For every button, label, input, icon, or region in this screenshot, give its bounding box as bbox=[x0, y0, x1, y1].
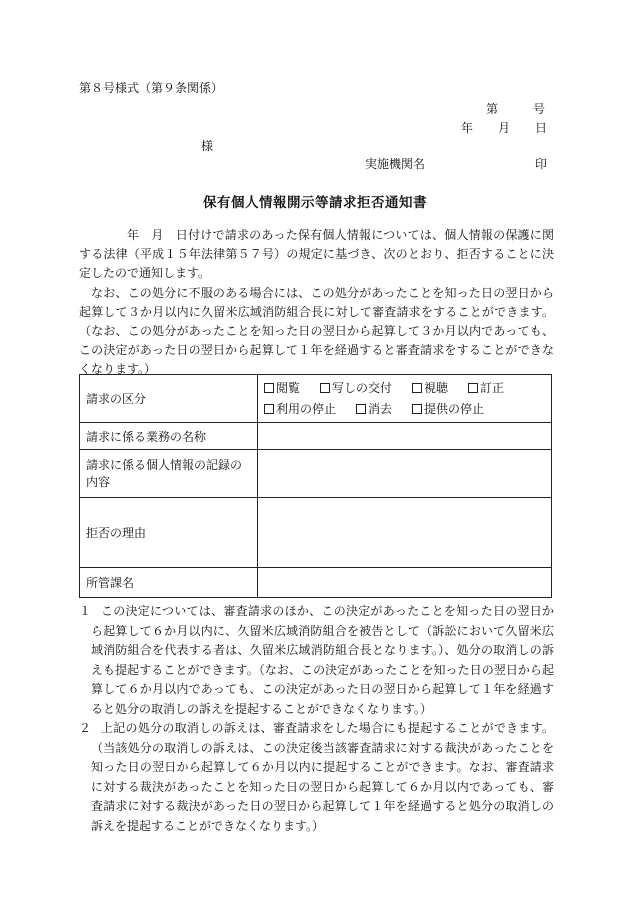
option-label: 閲覧 bbox=[276, 380, 301, 395]
note-2 bbox=[79, 719, 554, 836]
record-content-label: 請求に係る個人情報の記録の内容 bbox=[80, 450, 258, 498]
request-table bbox=[79, 374, 552, 598]
request-type-label: 請求の区分 bbox=[80, 375, 258, 423]
option-suspension[interactable] bbox=[264, 399, 336, 420]
option-label: 訂正 bbox=[480, 380, 505, 395]
department-value[interactable] bbox=[258, 568, 552, 598]
form-id: 第８号様式（第９条関係） bbox=[79, 81, 224, 95]
row-refusal-reason bbox=[80, 498, 552, 568]
number-suffix: 号 bbox=[533, 102, 546, 116]
document-title: 保有個人情報開示等請求拒否通知書 bbox=[203, 195, 427, 211]
option-erasure[interactable] bbox=[356, 399, 392, 420]
issuer-label: 実施機関名 bbox=[365, 157, 426, 171]
row-department bbox=[80, 568, 552, 598]
addressee-honorific: 様 bbox=[201, 139, 214, 153]
note-text: この決定については、審査請求のほか、この決定があったことを知った日の翌日から起算して６か月以内に、久留米広域消防組合を被告として（訴訟において久留米広域消防組合を代表する者は、久留米広域消防組合長となります。）、処分の取消しの訴えも提起することができます。（なお、この決定があったことを知った日の翌日から起算して６か月以内であっても、この決定があった日の翌日から起算して１年を経過すると処分の取消しの訴えを提起することができなくなります。） bbox=[91, 604, 554, 716]
note-1 bbox=[79, 602, 554, 719]
date-day: 日 bbox=[535, 121, 548, 135]
date-year: 年 bbox=[461, 121, 474, 135]
option-etsuran[interactable] bbox=[264, 378, 300, 399]
option-correction[interactable] bbox=[468, 378, 504, 399]
checkbox-icon bbox=[320, 383, 330, 393]
checkbox-icon bbox=[412, 404, 422, 414]
department-label: 所管課名 bbox=[80, 568, 258, 598]
checkbox-icon bbox=[264, 404, 274, 414]
refusal-reason-value[interactable] bbox=[258, 498, 552, 568]
option-label: 提供の停止 bbox=[424, 401, 485, 416]
date-month: 月 bbox=[498, 121, 511, 135]
record-content-value[interactable] bbox=[258, 450, 552, 498]
option-label: 視聴 bbox=[424, 380, 449, 395]
row-business-name bbox=[80, 423, 552, 450]
option-label: 写しの交付 bbox=[332, 380, 393, 395]
option-label: 消去 bbox=[368, 401, 393, 416]
number-prefix: 第 bbox=[486, 102, 499, 116]
business-name-value[interactable] bbox=[258, 423, 552, 450]
body-paragraph-1: 年 月 日付けで請求のあった保有個人情報については、個人情報の保護に関する法律（平成１５年法律第５７号）の規定に基づき、次のとおり、拒否することに決定したので通知します。 bbox=[79, 228, 554, 280]
checkbox-icon bbox=[468, 383, 478, 393]
business-name-label: 請求に係る業務の名称 bbox=[80, 423, 258, 450]
note-text: 上記の処分の取消しの訴えは、審査請求をした場合にも提起することができます。（当該処分の取消しの訴えは、この決定後当該審査請求に対する裁決があったことを知った日の翌日から起算して６か月以内に提起することができます。なお、審査請求に対する裁決があったことを知った日の翌日から起算して６か月以内であっても、審査請求に対する裁決があった日の翌日から起算して１年を経過すると処分の取消しの訴えを提起することができなくなります。） bbox=[91, 721, 554, 833]
seal-mark: 印 bbox=[535, 157, 548, 171]
refusal-reason-label: 拒否の理由 bbox=[80, 498, 258, 568]
checkbox-icon bbox=[264, 383, 274, 393]
row-record-content bbox=[80, 450, 552, 498]
checkbox-icon bbox=[412, 383, 422, 393]
checkbox-icon bbox=[356, 404, 366, 414]
note-number: １ bbox=[79, 604, 92, 618]
request-type-options bbox=[258, 375, 552, 423]
body-paragraph-2: なお、この処分に不服のある場合には、この処分があったことを知った日の翌日から起算して３か月以内に久留米広域消防組合長に対して審査請求をすることができます。（なお、この処分があったことを知った日の翌日から起算して３か月以内であっても、この決定があった日の翌日から起算して１年を経過すると審査請求をすることができなくなります。） bbox=[79, 286, 554, 376]
note-number: ２ bbox=[79, 721, 92, 735]
option-stop-provision[interactable] bbox=[412, 399, 484, 420]
row-request-type bbox=[80, 375, 552, 423]
option-label: 利用の停止 bbox=[276, 401, 337, 416]
option-viewing[interactable] bbox=[412, 378, 448, 399]
option-copy[interactable] bbox=[320, 378, 392, 399]
